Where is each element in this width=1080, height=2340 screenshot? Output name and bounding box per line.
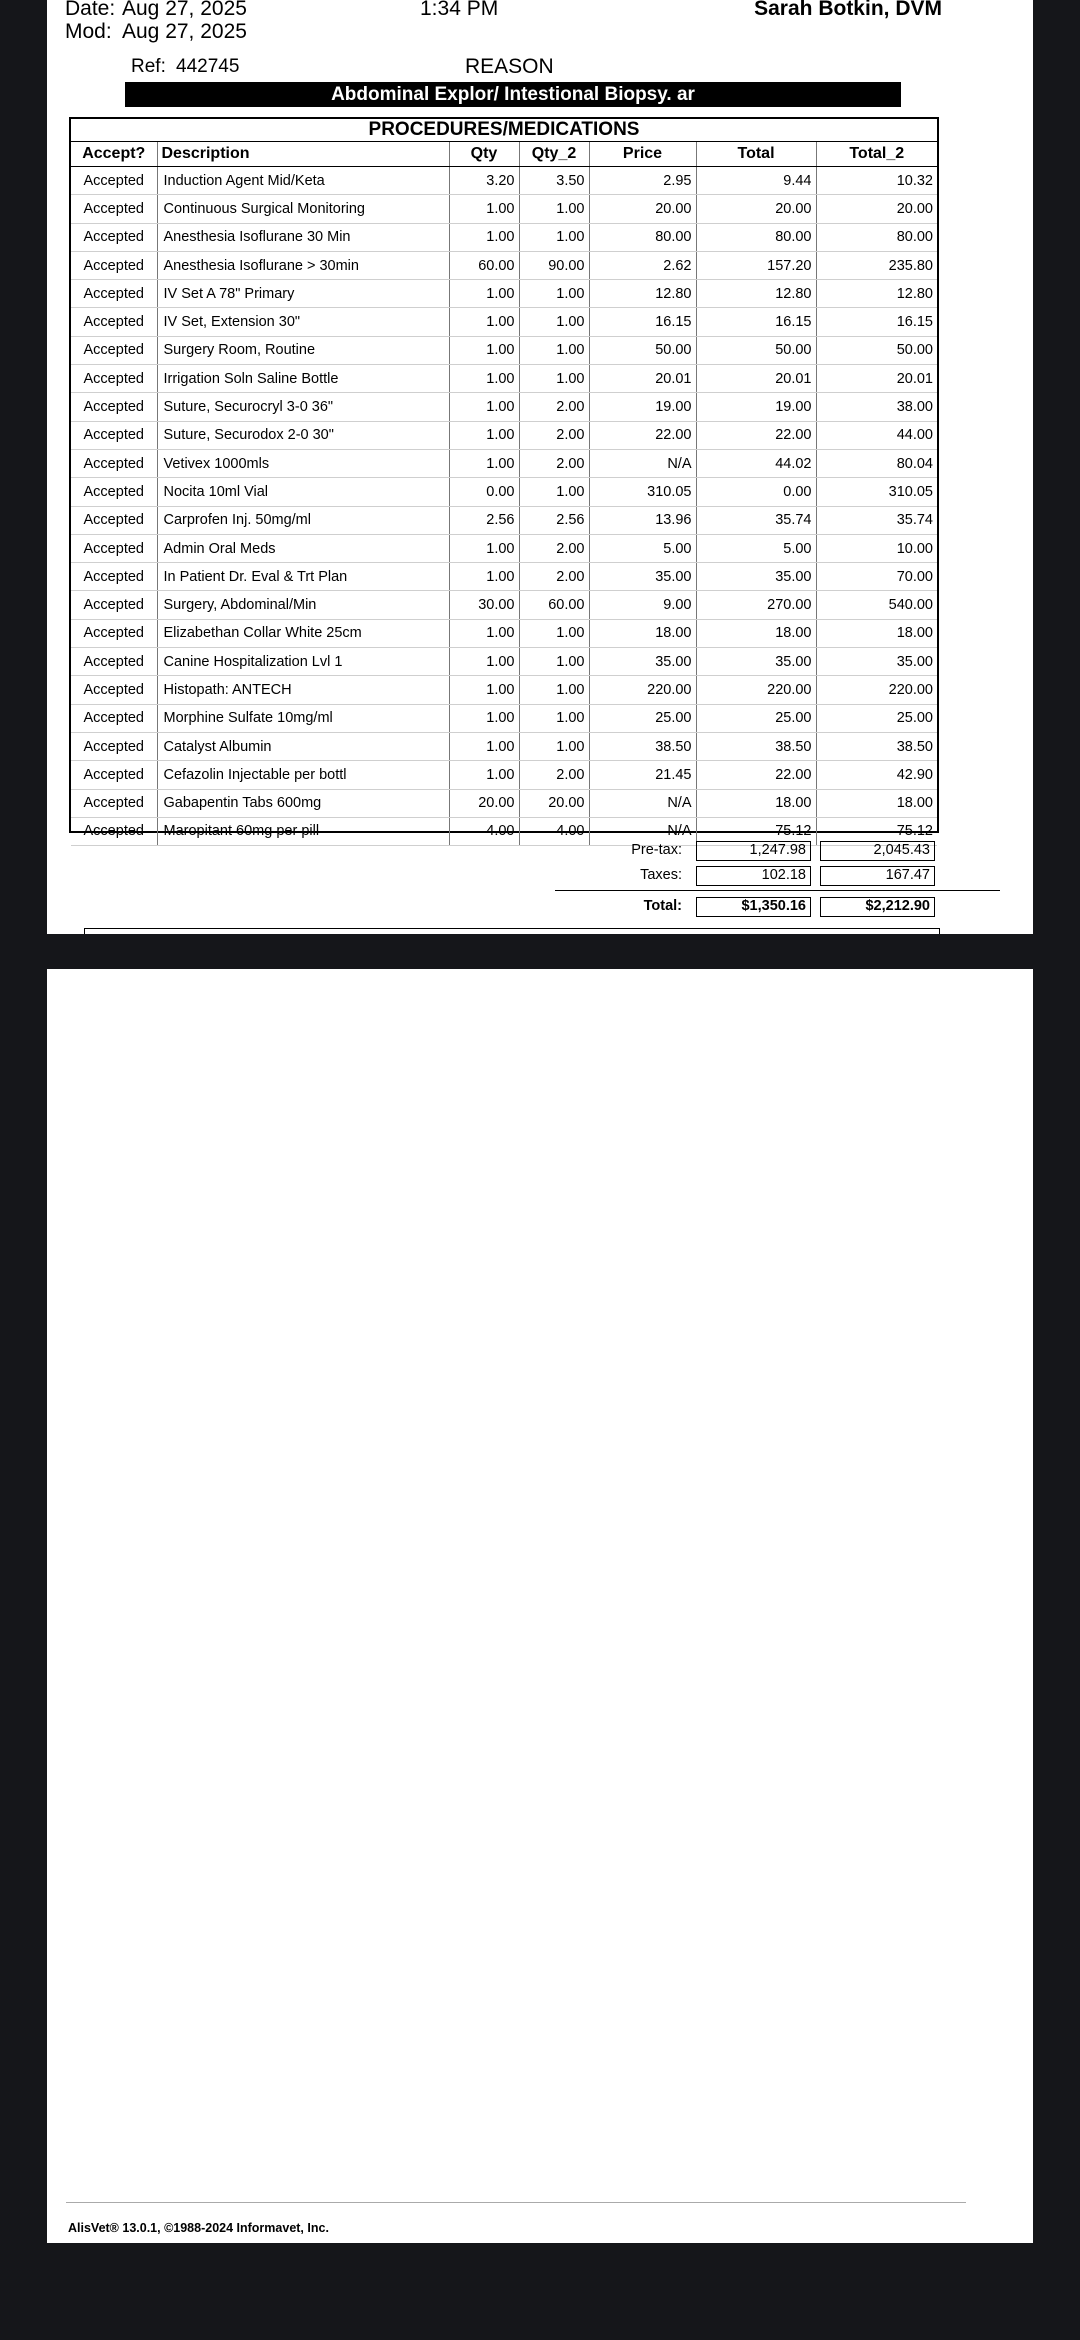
cell-total: 20.00 [696, 195, 816, 223]
cell-qty-2: 1.00 [519, 336, 589, 364]
cell-qty-2: 1.00 [519, 676, 589, 704]
cell-accept-status: Accepted [71, 280, 157, 308]
cell-total: 18.00 [696, 619, 816, 647]
cell-qty: 1.00 [449, 421, 519, 449]
col-header-price: Price [589, 142, 696, 167]
cell-price: 20.01 [589, 365, 696, 393]
cell-qty: 60.00 [449, 251, 519, 279]
cell-qty: 1.00 [449, 308, 519, 336]
cell-description: Catalyst Albumin [157, 732, 449, 760]
cell-accept-status: Accepted [71, 676, 157, 704]
cell-total: 38.50 [696, 732, 816, 760]
cell-qty-2: 1.00 [519, 732, 589, 760]
table-row [71, 421, 937, 449]
table-row [71, 563, 937, 591]
cell-qty: 1.00 [449, 449, 519, 477]
cell-accept-status: Accepted [71, 167, 157, 195]
next-section-edge [84, 928, 940, 934]
cell-qty-2: 2.00 [519, 449, 589, 477]
cell-qty-2: 1.00 [519, 365, 589, 393]
cell-qty-2: 1.00 [519, 195, 589, 223]
ref-value: 442745 [176, 56, 240, 77]
document-page-2 [47, 969, 1033, 2243]
date-label: Date: [65, 0, 116, 20]
pretax-total-2: 2,045.43 [820, 841, 935, 861]
cell-price: 2.95 [589, 167, 696, 195]
cell-total-2: 25.00 [816, 704, 937, 732]
table-row [71, 591, 937, 619]
cell-accept-status: Accepted [71, 789, 157, 817]
cell-description: Morphine Sulfate 10mg/ml [157, 704, 449, 732]
col-header-total: Total [696, 142, 816, 167]
cell-description: Continuous Surgical Monitoring [157, 195, 449, 223]
mod-label: Mod: [65, 20, 112, 43]
cell-qty-2: 20.00 [519, 789, 589, 817]
cell-total-2: 38.00 [816, 393, 937, 421]
cell-total: 19.00 [696, 393, 816, 421]
cell-total: 35.00 [696, 648, 816, 676]
table-row [71, 223, 937, 251]
cell-accept-status: Accepted [71, 534, 157, 562]
total-label: Total: [643, 898, 682, 914]
cell-accept-status: Accepted [71, 732, 157, 760]
cell-price: 18.00 [589, 619, 696, 647]
cell-qty: 1.00 [449, 336, 519, 364]
cell-description: Histopath: ANTECH [157, 676, 449, 704]
cell-qty: 1.00 [449, 534, 519, 562]
cell-total-2: 20.01 [816, 365, 937, 393]
cell-total-2: 44.00 [816, 421, 937, 449]
cell-total: 18.00 [696, 789, 816, 817]
table-row [71, 251, 937, 279]
cell-description: Gabapentin Tabs 600mg [157, 789, 449, 817]
table-row [71, 534, 937, 562]
cell-total-2: 235.80 [816, 251, 937, 279]
cell-accept-status: Accepted [71, 619, 157, 647]
grand-total: $1,350.16 [696, 897, 811, 917]
cell-total: 9.44 [696, 167, 816, 195]
cell-total-2: 10.00 [816, 534, 937, 562]
date-value: Aug 27, 2025 [122, 0, 247, 20]
col-header-accept: Accept? [71, 142, 157, 167]
cell-qty: 4.00 [449, 817, 519, 845]
cell-accept-status: Accepted [71, 704, 157, 732]
cell-description: Nocita 10ml Vial [157, 478, 449, 506]
table-row [71, 704, 937, 732]
cell-accept-status: Accepted [71, 449, 157, 477]
cell-qty: 1.00 [449, 704, 519, 732]
taxes-label: Taxes: [640, 867, 682, 883]
cell-total-2: 80.00 [816, 223, 937, 251]
cell-price: 2.62 [589, 251, 696, 279]
col-header-description: Description [157, 142, 449, 167]
cell-qty-2: 2.00 [519, 534, 589, 562]
col-header-qty-2: Qty_2 [519, 142, 589, 167]
cell-accept-status: Accepted [71, 591, 157, 619]
cell-accept-status: Accepted [71, 308, 157, 336]
cell-total: 20.01 [696, 365, 816, 393]
cell-price: 220.00 [589, 676, 696, 704]
table-row [71, 280, 937, 308]
cell-price: N/A [589, 789, 696, 817]
cell-total: 50.00 [696, 336, 816, 364]
table-row [71, 365, 937, 393]
cell-total-2: 10.32 [816, 167, 937, 195]
cell-accept-status: Accepted [71, 336, 157, 364]
cell-qty: 1.00 [449, 761, 519, 789]
cell-price: 21.45 [589, 761, 696, 789]
cell-qty-2: 1.00 [519, 704, 589, 732]
cell-qty: 0.00 [449, 478, 519, 506]
cell-total-2: 220.00 [816, 676, 937, 704]
table-row [71, 393, 937, 421]
cell-accept-status: Accepted [71, 393, 157, 421]
cell-qty: 1.00 [449, 223, 519, 251]
cell-price: 5.00 [589, 534, 696, 562]
table-row [71, 195, 937, 223]
cell-qty-2: 2.00 [519, 393, 589, 421]
cell-total-2: 35.74 [816, 506, 937, 534]
table-row [71, 789, 937, 817]
footer-divider [66, 2202, 966, 2203]
cell-qty-2: 1.00 [519, 308, 589, 336]
cell-accept-status: Accepted [71, 251, 157, 279]
cell-description: Suture, Securocryl 3-0 36" [157, 393, 449, 421]
cell-qty: 1.00 [449, 732, 519, 760]
cell-total: 35.74 [696, 506, 816, 534]
totals-divider [555, 890, 1000, 891]
table-row [71, 336, 937, 364]
cell-description: Vetivex 1000mls [157, 449, 449, 477]
cell-description: Surgery Room, Routine [157, 336, 449, 364]
cell-total-2: 80.04 [816, 449, 937, 477]
cell-price: 35.00 [589, 563, 696, 591]
cell-price: 16.15 [589, 308, 696, 336]
cell-total: 44.02 [696, 449, 816, 477]
cell-description: Anesthesia Isoflurane 30 Min [157, 223, 449, 251]
cell-total-2: 75.12 [816, 817, 937, 845]
table-row [71, 167, 937, 195]
cell-accept-status: Accepted [71, 365, 157, 393]
cell-qty-2: 2.56 [519, 506, 589, 534]
cell-total-2: 16.15 [816, 308, 937, 336]
cell-description: Admin Oral Meds [157, 534, 449, 562]
cell-total-2: 38.50 [816, 732, 937, 760]
footer-copyright: AlisVet® 13.0.1, ©1988-2024 Informavet, Inc. [68, 2221, 329, 2235]
cell-total-2: 540.00 [816, 591, 937, 619]
cell-total: 22.00 [696, 421, 816, 449]
col-header-total-2: Total_2 [816, 142, 937, 167]
cell-total: 12.80 [696, 280, 816, 308]
table-row [71, 761, 937, 789]
cell-qty-2: 2.00 [519, 421, 589, 449]
cell-description: Carprofen Inj. 50mg/ml [157, 506, 449, 534]
cell-description: IV Set A 78" Primary [157, 280, 449, 308]
cell-price: 80.00 [589, 223, 696, 251]
table-row [71, 619, 937, 647]
table-row [71, 676, 937, 704]
cell-accept-status: Accepted [71, 223, 157, 251]
cell-description: In Patient Dr. Eval & Trt Plan [157, 563, 449, 591]
cell-total-2: 50.00 [816, 336, 937, 364]
cell-accept-status: Accepted [71, 648, 157, 676]
table-row [71, 308, 937, 336]
document-page-1 [47, 0, 1033, 934]
cell-price: 20.00 [589, 195, 696, 223]
procedures-section [69, 117, 939, 840]
cell-qty: 1.00 [449, 195, 519, 223]
cell-qty-2: 1.00 [519, 280, 589, 308]
cell-total: 16.15 [696, 308, 816, 336]
cell-price: 19.00 [589, 393, 696, 421]
cell-description: Surgery, Abdominal/Min [157, 591, 449, 619]
cell-qty-2: 3.50 [519, 167, 589, 195]
reason-label: REASON [465, 55, 554, 78]
cell-qty: 1.00 [449, 393, 519, 421]
cell-accept-status: Accepted [71, 761, 157, 789]
time: 1:34 PM [420, 0, 499, 20]
cell-total: 0.00 [696, 478, 816, 506]
cell-accept-status: Accepted [71, 478, 157, 506]
taxes-total: 102.18 [696, 866, 811, 886]
cell-price: N/A [589, 817, 696, 845]
cell-total-2: 18.00 [816, 619, 937, 647]
cell-qty-2: 60.00 [519, 591, 589, 619]
cell-qty: 1.00 [449, 563, 519, 591]
cell-price: 13.96 [589, 506, 696, 534]
cell-total-2: 70.00 [816, 563, 937, 591]
cell-description: Elizabethan Collar White 25cm [157, 619, 449, 647]
cell-accept-status: Accepted [71, 563, 157, 591]
cell-total: 35.00 [696, 563, 816, 591]
reason-value: Abdominal Explor/ Intestional Biopsy. ar [125, 82, 901, 107]
cell-accept-status: Accepted [71, 506, 157, 534]
col-header-qty: Qty [449, 142, 519, 167]
cell-total: 75.12 [696, 817, 816, 845]
cell-total-2: 42.90 [816, 761, 937, 789]
taxes-total-2: 167.47 [820, 866, 935, 886]
cell-price: 310.05 [589, 478, 696, 506]
cell-qty-2: 1.00 [519, 223, 589, 251]
cell-qty: 2.56 [449, 506, 519, 534]
cell-description: Canine Hospitalization Lvl 1 [157, 648, 449, 676]
cell-price: 9.00 [589, 591, 696, 619]
cell-total: 157.20 [696, 251, 816, 279]
pretax-total: 1,247.98 [696, 841, 811, 861]
doctor-name: Sarah Botkin, DVM [754, 0, 942, 20]
cell-description: Cefazolin Injectable per bottl [157, 761, 449, 789]
cell-total-2: 35.00 [816, 648, 937, 676]
cell-price: 35.00 [589, 648, 696, 676]
cell-qty-2: 1.00 [519, 478, 589, 506]
table-row [71, 449, 937, 477]
cell-price: 25.00 [589, 704, 696, 732]
ref-label: Ref: [131, 56, 166, 77]
cell-qty-2: 4.00 [519, 817, 589, 845]
cell-qty: 1.00 [449, 676, 519, 704]
cell-description: Anesthesia Isoflurane > 30min [157, 251, 449, 279]
cell-total: 220.00 [696, 676, 816, 704]
procedures-table [71, 142, 937, 846]
cell-total: 25.00 [696, 704, 816, 732]
cell-total-2: 12.80 [816, 280, 937, 308]
cell-qty-2: 2.00 [519, 563, 589, 591]
table-row [71, 506, 937, 534]
cell-qty-2: 1.00 [519, 619, 589, 647]
cell-accept-status: Accepted [71, 195, 157, 223]
table-row [71, 478, 937, 506]
cell-description: Irrigation Soln Saline Bottle [157, 365, 449, 393]
cell-description: Maropitant 60mg per pill [157, 817, 449, 845]
table-header-row [71, 142, 937, 167]
cell-qty: 1.00 [449, 648, 519, 676]
cell-qty: 1.00 [449, 619, 519, 647]
cell-price: 50.00 [589, 336, 696, 364]
cell-total-2: 18.00 [816, 789, 937, 817]
cell-qty: 30.00 [449, 591, 519, 619]
cell-total: 22.00 [696, 761, 816, 789]
cell-qty: 3.20 [449, 167, 519, 195]
cell-qty-2: 1.00 [519, 648, 589, 676]
cell-price: N/A [589, 449, 696, 477]
cell-total: 270.00 [696, 591, 816, 619]
cell-qty: 1.00 [449, 365, 519, 393]
cell-description: IV Set, Extension 30" [157, 308, 449, 336]
cell-total-2: 310.05 [816, 478, 937, 506]
cell-accept-status: Accepted [71, 421, 157, 449]
cell-qty-2: 90.00 [519, 251, 589, 279]
grand-total-2: $2,212.90 [820, 897, 935, 917]
cell-accept-status: Accepted [71, 817, 157, 845]
pretax-label: Pre-tax: [631, 842, 682, 858]
table-row [71, 732, 937, 760]
cell-price: 38.50 [589, 732, 696, 760]
mod-value: Aug 27, 2025 [122, 20, 247, 43]
cell-total: 5.00 [696, 534, 816, 562]
cell-description: Induction Agent Mid/Keta [157, 167, 449, 195]
cell-qty: 20.00 [449, 789, 519, 817]
cell-description: Suture, Securodox 2-0 30" [157, 421, 449, 449]
table-row [71, 648, 937, 676]
cell-total: 80.00 [696, 223, 816, 251]
cell-price: 12.80 [589, 280, 696, 308]
cell-price: 22.00 [589, 421, 696, 449]
procedures-title: PROCEDURES/MEDICATIONS [71, 119, 937, 142]
cell-total-2: 20.00 [816, 195, 937, 223]
cell-qty: 1.00 [449, 280, 519, 308]
cell-qty-2: 2.00 [519, 761, 589, 789]
